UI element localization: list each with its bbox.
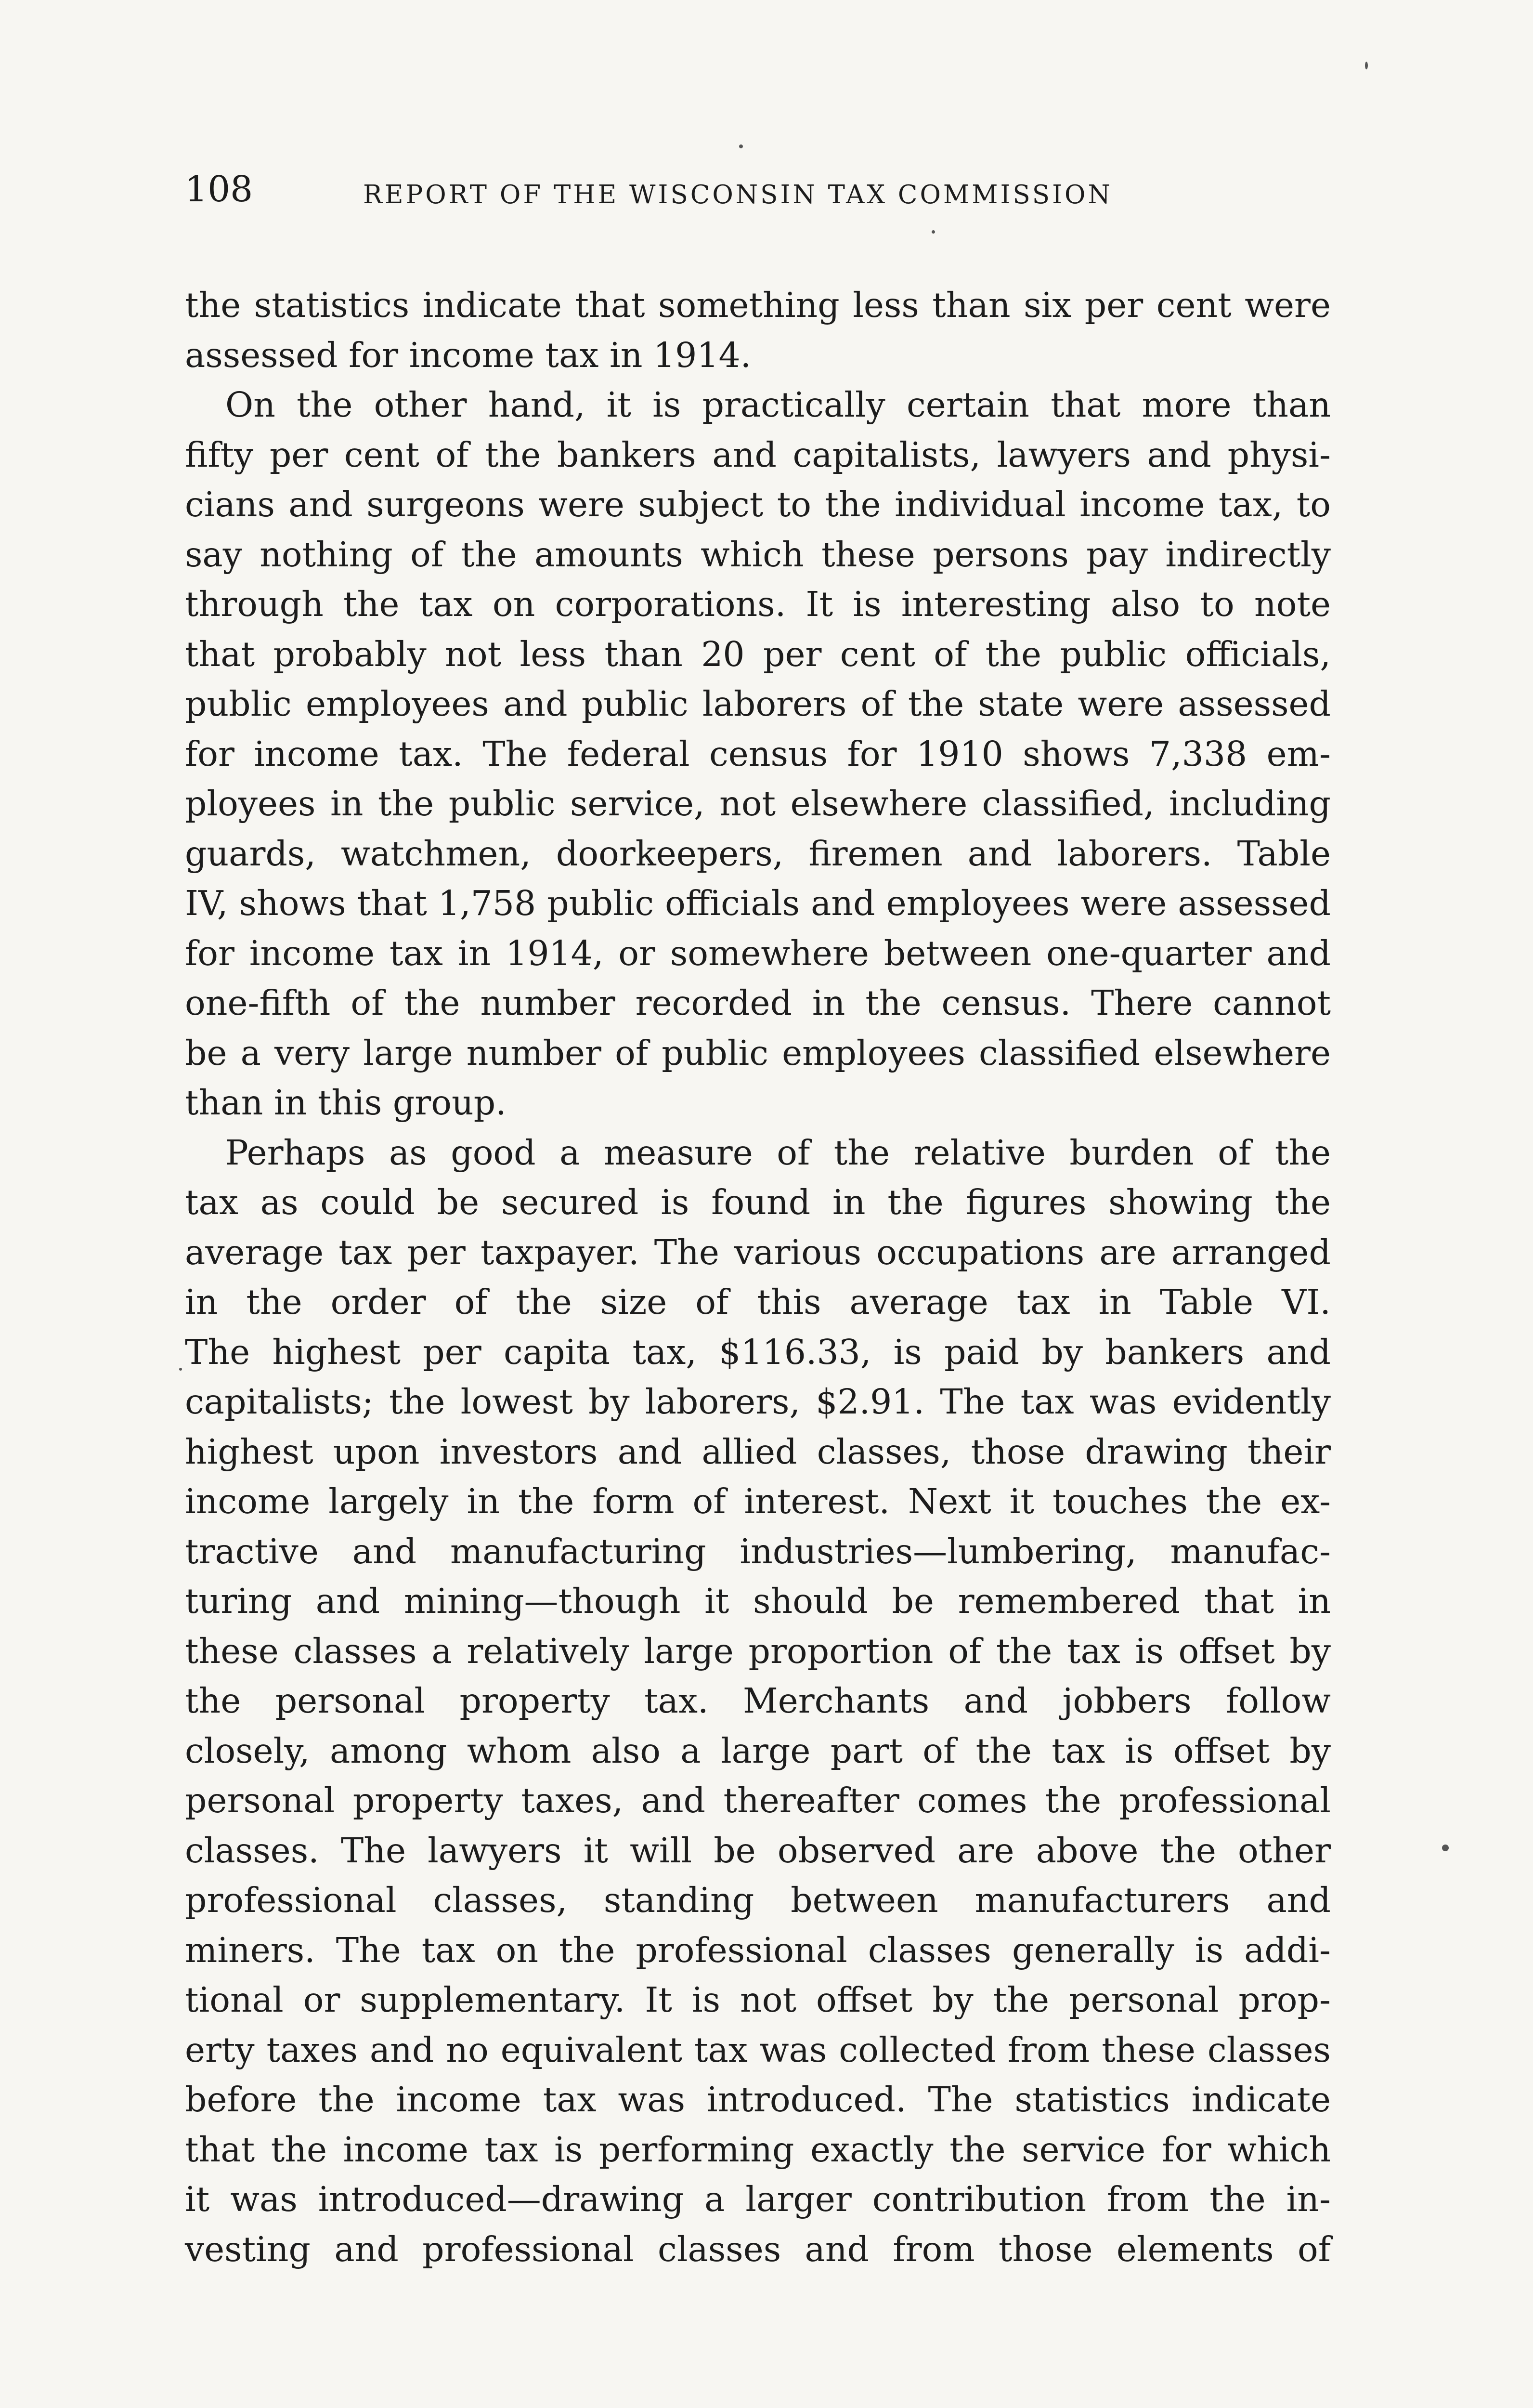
text-line: cians and surgeons were subject to the individual income tax, to [185, 484, 1331, 524]
text-line: personal property taxes, and thereafter comes the professional [185, 1780, 1331, 1820]
text-line: it was introduced—drawing a larger contribution from the in- [185, 2179, 1331, 2219]
text-line: public employees and public laborers of the state were assessed [185, 684, 1331, 724]
scan-speck [1365, 62, 1368, 69]
page-number: 108 [185, 169, 253, 210]
text-line: The highest per capita tax, $116.33, is paid by bankers and [185, 1332, 1331, 1372]
scan-speck [932, 230, 935, 234]
text-line: ployees in the public service, not elsewhere classified, including [185, 784, 1331, 824]
text-line: through the tax on corporations. It is interesting also to note [185, 584, 1331, 624]
text-line: assessed for income tax in 1914. [185, 335, 752, 375]
text-line: that the income tax is performing exactly the service for which [185, 2129, 1331, 2170]
text-line: miners. The tax on the professional classes generally is addi- [185, 1930, 1331, 1970]
text-line: income largely in the form of interest. Next it touches the ex- [185, 1481, 1331, 1521]
text-line: vesting and professional classes and from those elements of [185, 2229, 1331, 2269]
text-line: tax as could be secured is found in the figures showing the [185, 1182, 1331, 1222]
scan-speck [1442, 1845, 1449, 1851]
text-line: these classes a relatively large proportion of the tax is offset by [185, 1631, 1331, 1671]
text-line: tional or supplementary. It is not offset by the personal prop- [185, 1980, 1331, 2020]
text-line: in the order of the size of this average tax in Table VI. [185, 1282, 1331, 1322]
text-line: before the income tax was introduced. The statistics indicate [185, 2080, 1331, 2120]
text-line: professional classes, standing between manufacturers and [185, 1880, 1331, 1920]
text-line: be a very large number of public employees classified elsewhere [185, 1033, 1331, 1073]
body-text [185, 280, 1331, 2274]
text-line: guards, watchmen, doorkeepers, firemen and laborers. Table [185, 833, 1331, 874]
text-line: Perhaps as good a measure of the relative burden of the [225, 1132, 1331, 1173]
scan-speck [739, 144, 743, 148]
text-line: closely, among whom also a large part of the tax is offset by [185, 1730, 1331, 1771]
text-line: turing and mining—though it should be remembered that in [185, 1581, 1331, 1621]
text-line: the statistics indicate that something less than six per cent were [185, 285, 1331, 325]
text-line: the personal property tax. Merchants and jobbers follow [185, 1681, 1331, 1721]
text-line: erty taxes and no equivalent tax was collected from these classes [185, 2029, 1331, 2070]
text-line: one-fifth of the number recorded in the census. There cannot [185, 983, 1331, 1023]
text-line: On the other hand, it is practically certain that more than [225, 385, 1331, 425]
text-line: capitalists; the lowest by laborers, $2.91. The tax was evidently [185, 1382, 1331, 1422]
text-line: tractive and manufacturing industries—lumbering, manufac- [185, 1531, 1331, 1571]
text-line: for income tax in 1914, or somewhere between one-quarter and [185, 933, 1331, 973]
text-line: that probably not less than 20 per cent of the public officials, [185, 634, 1331, 674]
text-line: IV, shows that 1,758 public officials and employees were assessed [185, 883, 1331, 923]
text-line: fifty per cent of the bankers and capitalists, lawyers and physi- [185, 434, 1331, 475]
text-line: average tax per taxpayer. The various occupations are arranged [185, 1232, 1331, 1272]
running-head: REPORT OF THE WISCONSIN TAX COMMISSION [363, 180, 1113, 209]
text-line: say nothing of the amounts which these persons pay indirectly [185, 534, 1331, 575]
text-line: for income tax. The federal census for 1910 shows 7,338 em- [185, 733, 1331, 774]
scan-speck [179, 1368, 182, 1371]
text-line: highest upon investors and allied classes, those drawing their [185, 1431, 1331, 1472]
text-line: classes. The lawyers it will be observed are above the other [185, 1830, 1331, 1871]
page-header [185, 171, 1331, 229]
text-line: than in this group. [185, 1083, 507, 1123]
